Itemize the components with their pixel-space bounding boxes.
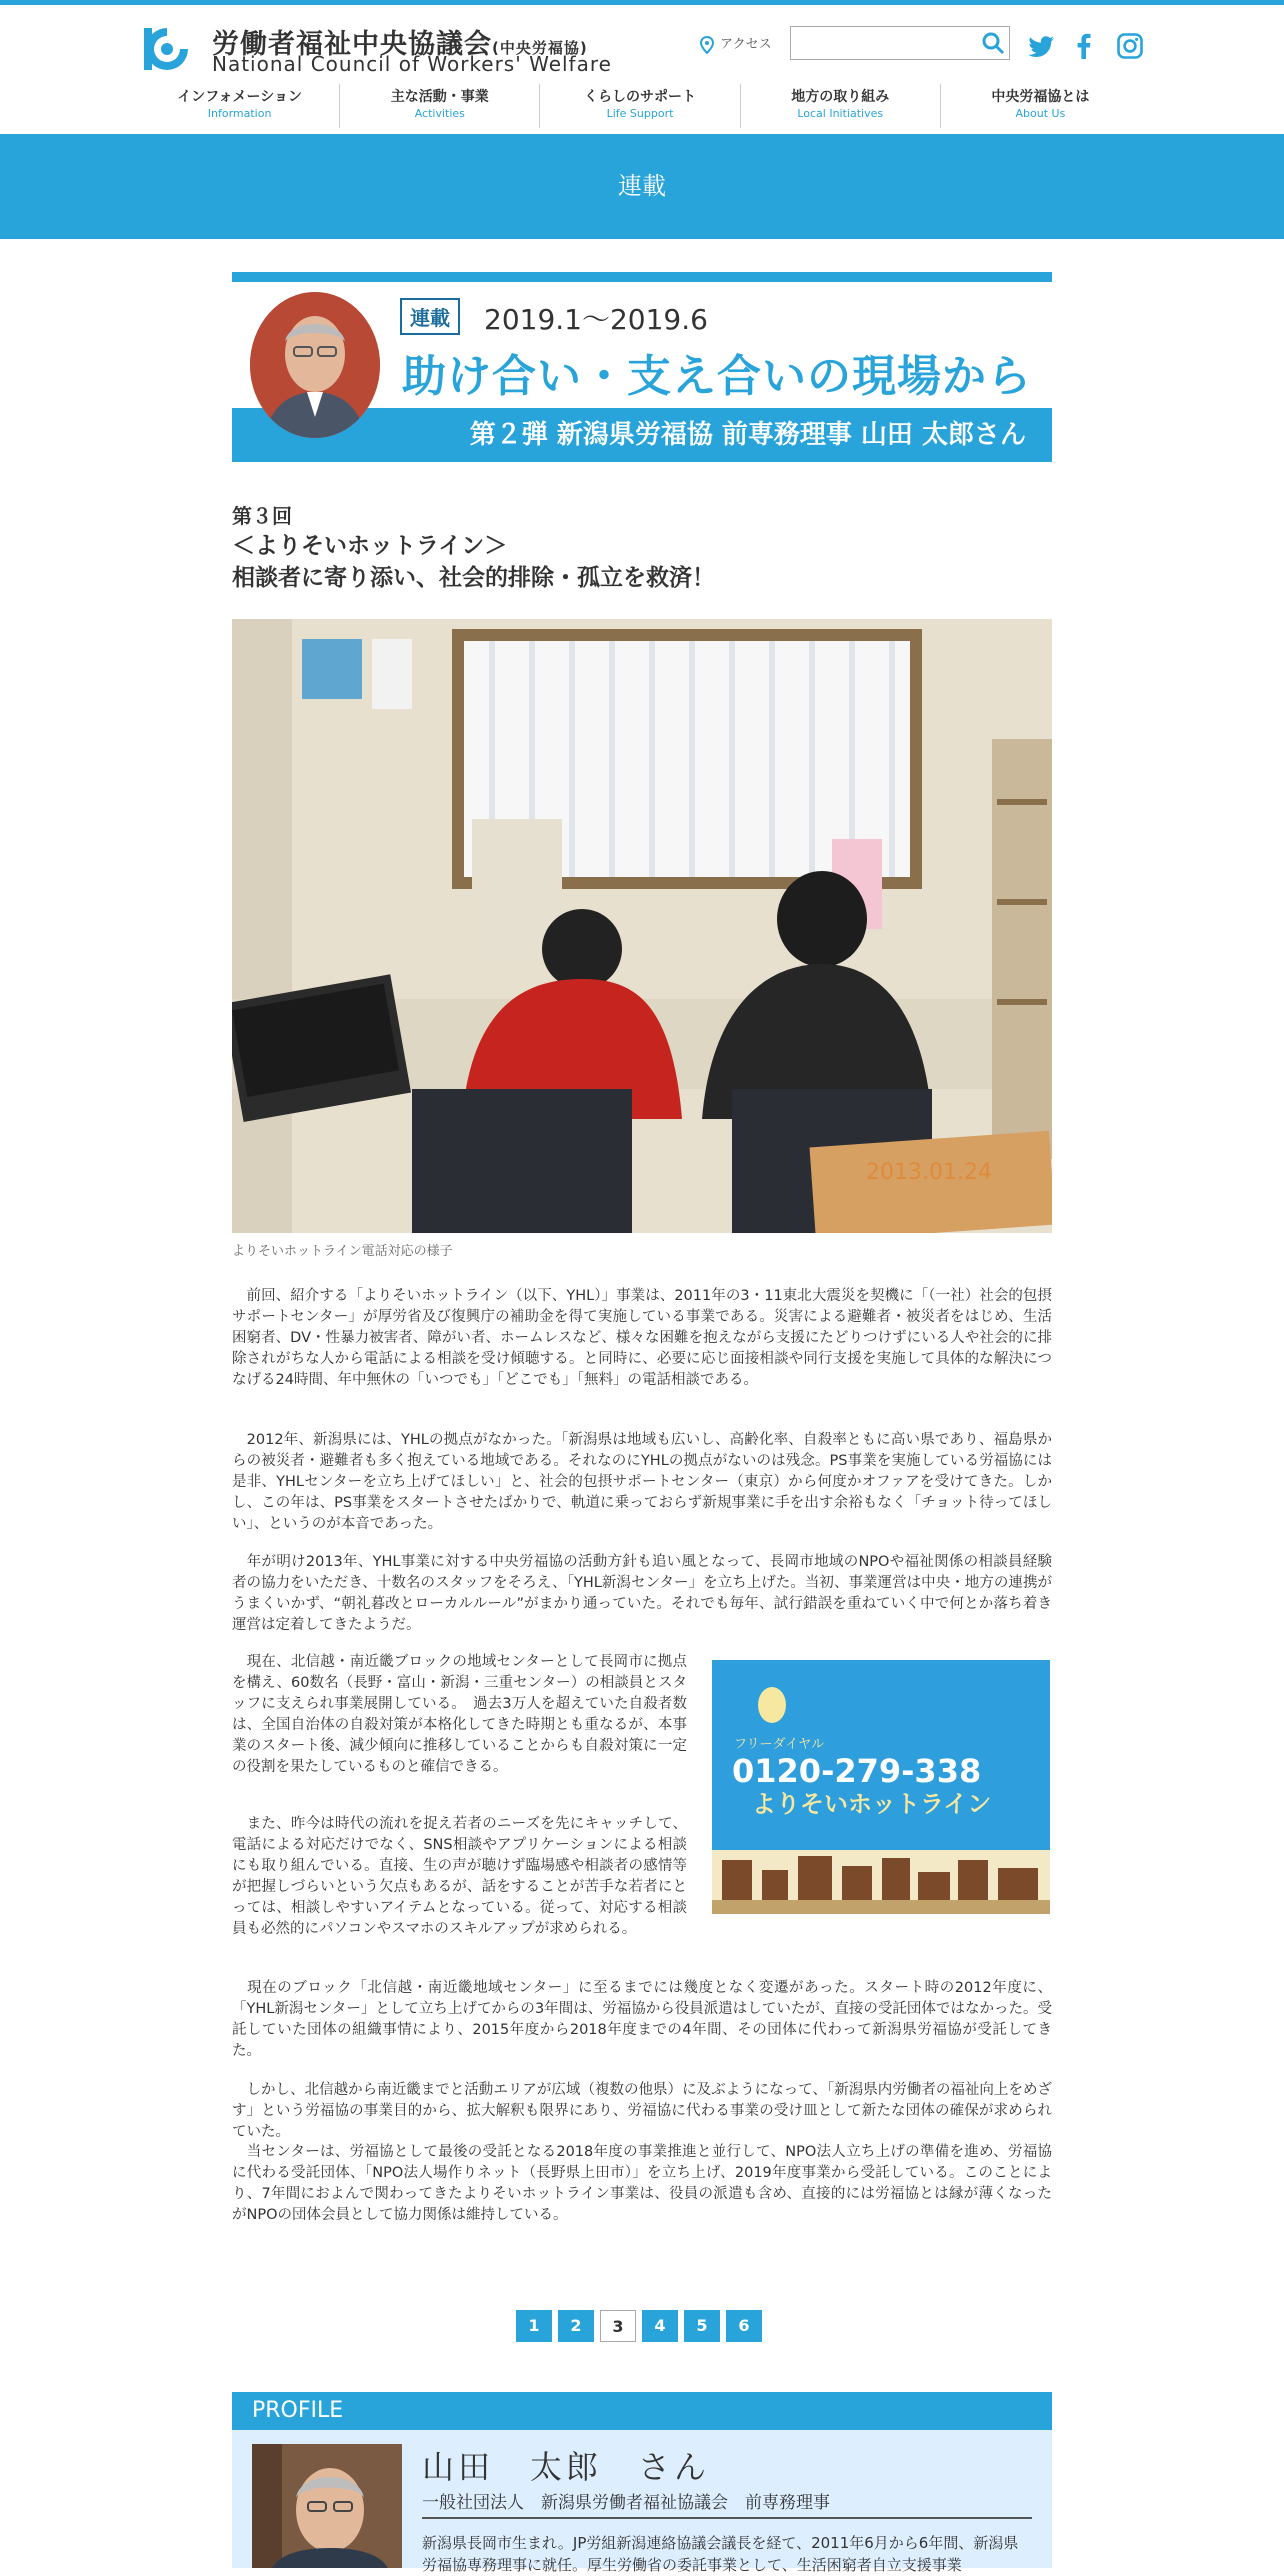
nav-label-en: Life Support <box>606 107 674 120</box>
article-photo <box>232 619 1052 1233</box>
article-paragraph: また、昨今は時代の流れを捉え若者のニーズを先にキャッチして、電話による対応だけでなく、SNS相談やアプリケーションによる相談にも取り組んでいる。直接、生の声が聴けず臨場感や相談者の感情等が把握しづらいという欠点もあるが、話をすることが苦手な若者にとっては、相談しやすいアイテムとなっている。従って、対応する相談員も必然的にパソコンやスマホのスキルアップが求められる。 <box>232 1816 687 1937</box>
search-input[interactable] <box>790 26 1010 60</box>
article-number: 第３回 <box>232 504 292 528</box>
article-paragraph: しかし、北信越から南近畿までと活動エリアが広域（複数の他県）に及ぶようになって、「新潟県内労働者の福祉向上をめざす」という労福協の事業目的から、拡大解釈も限界にあり、労福協に代わる事業の受け皿として新たな団体の確保が求められていた。 <box>232 2082 1052 2140</box>
instagram-icon[interactable] <box>1116 32 1144 60</box>
article-paragraph: 2012年、新潟県には、YHLの拠点がなかった。「新潟県は地域も広いし、高齢化率、自殺率ともに高い県であり、福島県からの被災者・避難者も多く抱えている地域である。それなのにYHLの拠点がないのは残念。PS事業を実施している労福協には是非、YHLセンターを立ち上げてほしい」と、社会的包摂サポートセンター（東京）から何度かオファアを受けてきた。しかし、この年は、PS事業をスタートさせたばかりで、軌道に乗っておらず新規事業に手を出す余裕もなく「チョット待ってほしい」、というのが本音であった。 <box>232 1432 1052 1532</box>
org-short-name: (中央労福協) <box>492 39 588 57</box>
nav-item-information[interactable] <box>140 84 340 128</box>
banner-top-rule <box>232 272 1052 282</box>
nav-label-en: Local Initiatives <box>797 107 884 120</box>
nav-label: 地方の取り組み <box>791 89 890 105</box>
article-paragraph: 当センターは、労福協として最後の受託となる2018年度の事業推進と並行して、NPO法人立ち上げの準備を進め、労福協に代わる受託団体、「NPO法人場作りネット（長野県上田市）」を立ち上げ、2019年度事業から受託している。このことにより、7年間におよんで関わってきたよりそいホットライン事業は、役員の派遣も含め、直接的には労福協とは縁が薄くなったがNPOの団体会員として協力関係は維持している。 <box>232 2144 1052 2223</box>
page-link-5[interactable]: 5 <box>684 2310 720 2342</box>
profile-header <box>232 2392 1052 2430</box>
org-name-en: National Council of Workers' Welfare <box>212 52 612 76</box>
org-name[interactable]: 労働者福祉中央協議会(中央労福協) <box>212 29 588 60</box>
page-link-2[interactable]: 2 <box>558 2310 594 2342</box>
twitter-icon[interactable] <box>1028 32 1056 60</box>
nav-label: インフォメーション <box>177 89 302 105</box>
page-link-1[interactable]: 1 <box>516 2310 552 2342</box>
access-label: アクセス <box>720 37 772 52</box>
map-pin-icon <box>700 36 714 54</box>
profile-name: 山田 太郎 さん <box>422 2448 711 2486</box>
page-link-6[interactable]: 6 <box>726 2310 762 2342</box>
nav-label-en: About Us <box>1015 107 1066 120</box>
pagination <box>516 2310 762 2342</box>
article-heading-line1: ＜よりそいホットライン＞ <box>232 533 508 559</box>
series-period: 2019.1〜2019.6 <box>484 303 708 336</box>
series-banner <box>232 272 1052 462</box>
nav-label: 中央労福協とは <box>991 89 1090 105</box>
series-badge: 連載 <box>400 298 460 335</box>
facebook-icon[interactable] <box>1070 32 1098 60</box>
photo-caption: よりそいホットライン電話対応の様子 <box>232 1244 453 1259</box>
nav-label-en: Activities <box>414 107 465 120</box>
search-icon[interactable] <box>981 31 1005 55</box>
article-paragraph: 前回、紹介する「よりそいホットライン（以下、YHL）」事業は、2011年の3・11東北大震災を契機に「（一社）社会的包摂サポートセンター」が厚労省及び復興庁の補助金を得て実施している事業である。災害による避難者・被災者をはじめ、生活困窮者、DV・性暴力被害者、障がい者、ホームレスなど、様々な困難を抱えながら支援にたどりつけずにいる人や社会的に排除されがちな人から電話による相談を受け傾聴する。と同時に、必要に応じ面接相談や同行支援を実施して具体的な解決につなげる24時間、年中無休の「いつでも」「どこでも」「無料」の電話相談である。 <box>232 1288 1052 1388</box>
section-title: 連載 <box>618 172 666 200</box>
flyer-phone: 0120-279-338 <box>732 1752 982 1790</box>
author-portrait <box>250 292 380 438</box>
nav-label: 主な活動・事業 <box>390 89 489 105</box>
nav-label: くらしのサポート <box>584 89 696 105</box>
main-nav <box>140 84 1140 128</box>
profile-photo <box>252 2444 402 2568</box>
nav-item-activities[interactable] <box>340 84 540 128</box>
profile-card <box>232 2430 1052 2574</box>
flyer-name: よりそいホットライン <box>752 1790 992 1818</box>
nav-item-local-initiatives[interactable] <box>741 84 941 128</box>
section-title-band <box>0 134 1284 239</box>
series-title: 助け合い・支え合いの現場から <box>402 351 1032 402</box>
photo-date-stamp: 2013.01.24 <box>866 1160 992 1185</box>
profile-title: 一般社団法人 新潟県労働者福祉協議会 前専務理事 <box>422 2488 1032 2519</box>
nav-item-life-support[interactable] <box>540 84 740 128</box>
top-accent-line <box>0 0 1284 5</box>
nav-label-en: Information <box>207 107 272 120</box>
banner-subtitle: 第２弾 新潟県労福協 前専務理事 山田 太郎さん <box>469 420 1026 450</box>
hotline-flyer-image <box>712 1660 1050 1914</box>
logo-icon[interactable] <box>140 24 194 74</box>
profile-text: 新潟県長岡市生まれ。JP労組新潟連絡協議会議長を経て、2011年6月から6年間、新潟県労福協専務理事に就任。厚生労働省の委託事業として、生活困窮者自立支援事業 <box>422 2534 1019 2574</box>
article-paragraph: 現在、北信越・南近畿ブロックの地域センターとして長岡市に拠点を構え、60数名（長野・富山・新潟・三重センター）の相談員とスタッフに支えられ事業展開している。 過去3万人を超えていた自殺者数は、全国自治体の自殺対策が本格化してきた時期とも重なるが、本事業のスタート後、減少傾向に推移していることからも自殺対策に一定の役割を果たしているものと確信できる。 <box>232 1654 687 1775</box>
article-paragraph: 年が明け2013年、YHL事業に対する中央労福協の活動方針も追い風となって、長岡市地域のNPOや福祉関係の相談員経験者の協力をいただき、十数名のスタッフをそろえ、「YHL新潟センター」を立ち上げた。当初、事業運営は中央・地方の連携がうまくいかず、“朝礼暮改とローカルルール”がまかり通っていた。それでも毎年、試行錯誤を重ねていく中で何とか落ち着き運営は定着してきたようだ。 <box>232 1554 1052 1633</box>
article-heading-line2: 相談者に寄り添い、社会的排除・孤立を救済！ <box>232 565 715 591</box>
access-link[interactable] <box>700 33 772 54</box>
article-paragraph: 現在のブロック「北信越・南近畿地域センター」に至るまでには幾度となく変遷があった。スタート時の2012年度に、「YHL新潟センター」として立ち上げてからの3年間は、労福協から役員派遣はしていたが、直接の受託団体ではなかった。受託していた団体の組織事情により、2015年度から2018年度までの4年間、その団体に代わって新潟県労福協が受託してきた。 <box>232 1980 1052 2059</box>
article-heading <box>232 530 715 594</box>
profile-header-label: PROFILE <box>252 2398 344 2423</box>
page-link-4[interactable]: 4 <box>642 2310 678 2342</box>
page-current-3: 3 <box>600 2310 636 2342</box>
nav-item-about-us[interactable] <box>941 84 1140 128</box>
flyer-line1: フリーダイヤル <box>734 1737 825 1752</box>
